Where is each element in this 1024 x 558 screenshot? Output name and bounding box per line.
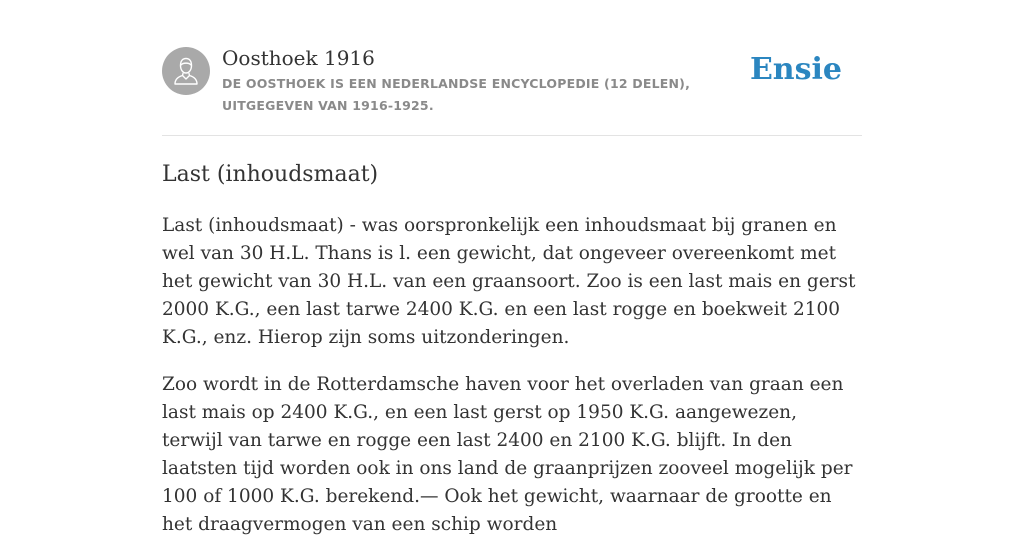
article-body	[162, 212, 862, 558]
source-avatar[interactable]	[162, 47, 210, 95]
source-title[interactable]: Oosthoek 1916	[222, 46, 375, 70]
article-title: Last (inhoudsmaat)	[162, 162, 379, 187]
ensie-logo-link[interactable]: Ensie	[749, 52, 842, 87]
source-description: DE OOSTHOEK IS EEN NEDERLANDSE ENCYCLOPEDIE (12 DELEN), UITGEGEVEN VAN 1916-1925.	[222, 76, 691, 113]
article-paragraph: Last (inhoudsmaat) - was oorspronkelijk een inhoudsmaat bij granen en wel van 30 H.L. Thans is l. een gewicht, dat ongeveer overeenkomt met het gewicht van 30 H.L. van een graansoort. Zoo is een last mais en gerst 2000 K.G., een last tarwe 2400 K.G. en een last rogge en boekweit 2100 K.G., enz. Hierop zijn soms uitzonderingen.	[162, 215, 856, 348]
source-header	[162, 46, 862, 136]
article-paragraph: Zoo wordt in de Rotterdamsche haven voor het overladen van graan een last mais op 2400 K.G., en een last gerst op 1950 K.G. aangewezen, terwijl van tarwe en rogge een last 2400 en 2100 K.G. blijft. In den laatsten tijd worden ook in ons land de graanprijzen zooveel mogelijk per 100 of 1000 K.G. berekend.— Ook het gewicht, waarnaar de grootte en het draagvermogen van een schip worden	[162, 374, 853, 535]
header-divider	[162, 135, 862, 136]
user-silhouette-icon	[172, 56, 200, 86]
